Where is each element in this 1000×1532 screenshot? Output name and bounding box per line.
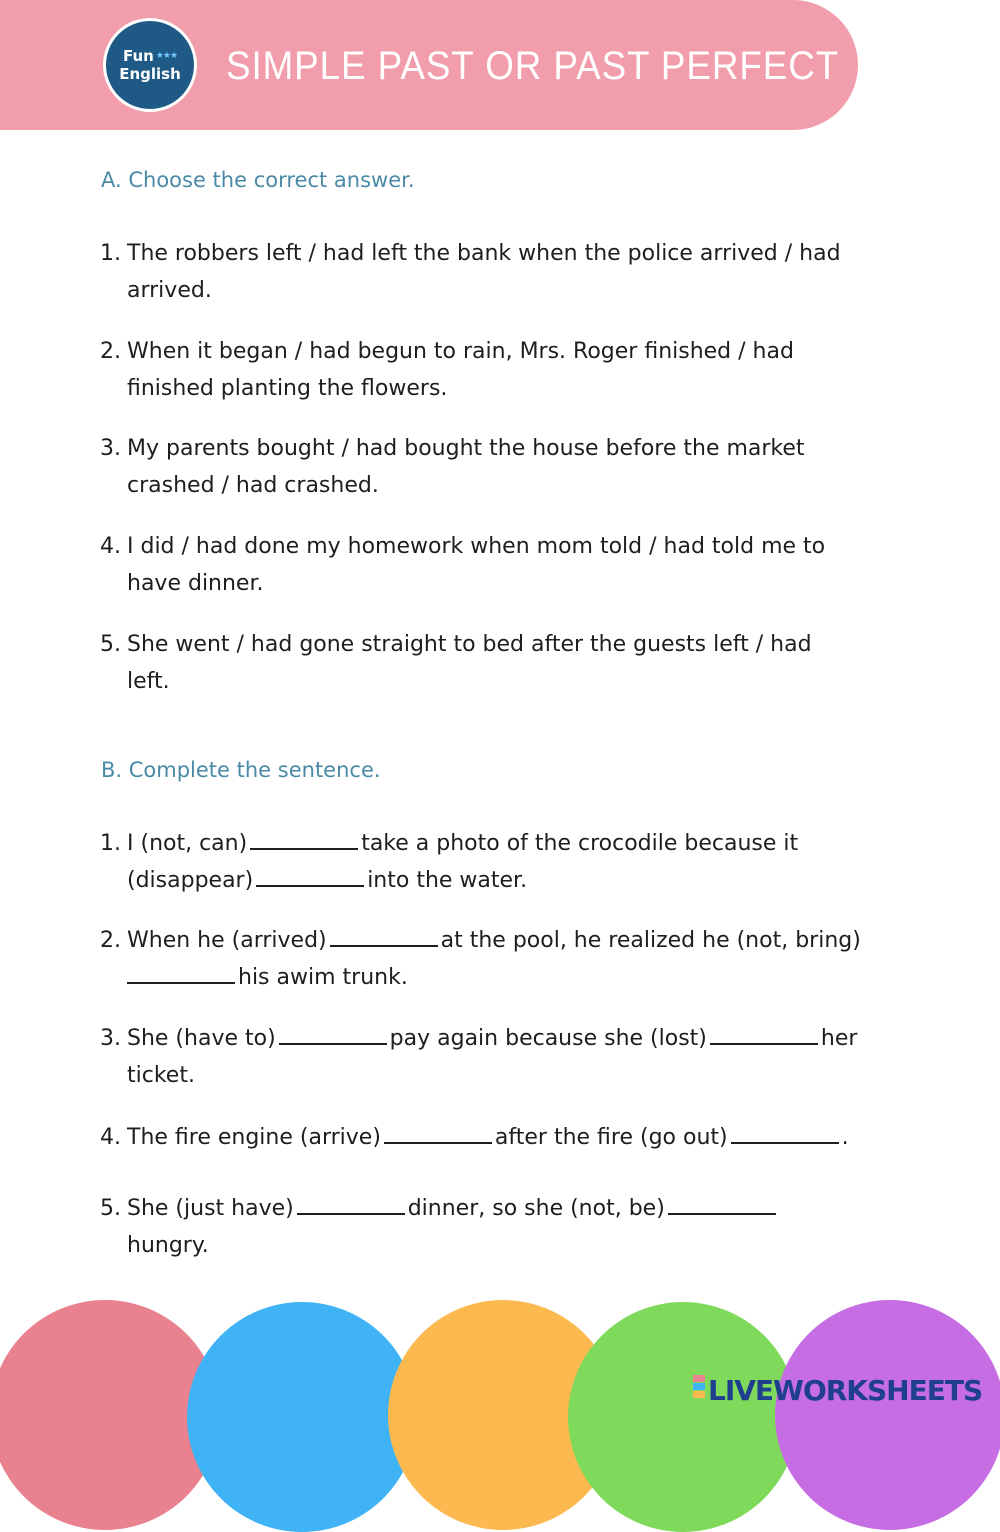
question-text: She (have to) [127,1026,276,1051]
answer-blank[interactable] [250,826,358,850]
question-number: 4. [100,1125,121,1150]
question-text: arrived. [127,278,212,303]
question-text: (disappear) [127,868,254,893]
question-text: . [841,1125,849,1150]
question-text: I did / had done my homework when mom told / had told me to [127,534,826,559]
decor-circle-purple [775,1300,1000,1530]
question-number: 2. [100,339,121,364]
question-text: ticket. [127,1063,195,1088]
question-number: 1. [100,241,121,266]
question-number: 2. [100,928,121,953]
question-text: after the fire (go out) [494,1125,728,1150]
decor-circle-blue [187,1302,417,1532]
question-number: 5. [100,1196,121,1221]
decor-circle-green [568,1302,798,1532]
question-text: I (not, can) [127,831,248,856]
answer-blank[interactable] [731,1120,839,1144]
section-b-question-3 [100,1020,880,1094]
section-b-heading: B. Complete the sentence. [101,758,381,782]
logo-word-fun: Fun [122,47,154,65]
question-number: 5. [100,632,121,657]
question-text: take a photo of the crocodile because it [361,831,799,856]
section-a-question-5[interactable] [100,626,880,700]
section-a-question-2[interactable] [100,333,880,407]
section-a-question-1[interactable] [100,235,880,309]
section-a-question-3[interactable] [100,430,880,504]
liveworksheets-logo-icon [693,1375,705,1406]
question-text: have dinner. [127,571,264,596]
question-text: My parents bought / had bought the house before the market [127,436,805,461]
section-b-question-2 [100,922,880,996]
answer-blank[interactable] [279,1021,387,1045]
brand-wordmark: LIVEWORKSHEETS [708,1373,983,1407]
question-text: crashed / had crashed. [127,473,379,498]
question-text: her [820,1026,858,1051]
logo-stars-icon: ★★★ [155,51,178,61]
section-b-question-4 [100,1119,880,1156]
question-number: 3. [100,1026,121,1051]
section-a-question-4[interactable] [100,528,880,602]
question-text: The robbers left / had left the bank when the police arrived / had [127,241,841,266]
question-text: She went / had gone straight to bed after the guests left / had [127,632,812,657]
question-text: at the pool, he realized he (not, bring) [440,928,861,953]
answer-blank[interactable] [256,863,364,887]
section-b-question-1 [100,825,880,899]
logo-word-english: English [119,65,181,83]
question-text: The fire engine (arrive) [127,1125,381,1150]
question-text: pay again because she (lost) [389,1026,707,1051]
question-text: hungry. [127,1233,209,1258]
question-text: When it began / had begun to rain, Mrs. Roger finished / had [127,339,794,364]
question-text: his awim trunk. [238,965,408,990]
question-text: She (just have) [127,1196,294,1221]
question-number: 1. [100,831,121,856]
question-text: When he (arrived) [127,928,327,953]
answer-blank[interactable] [297,1191,405,1215]
question-number: 3. [100,436,121,461]
answer-blank[interactable] [384,1120,492,1144]
answer-blank[interactable] [330,923,438,947]
page-title: SIMPLE PAST OR PAST PERFECT [226,44,840,88]
answer-blank[interactable] [127,960,235,984]
question-text: finished planting the flowers. [127,376,448,401]
section-b-question-5 [100,1190,880,1264]
question-number: 4. [100,534,121,559]
liveworksheets-brand [693,1372,982,1408]
answer-blank[interactable] [668,1191,776,1215]
question-text: into the water. [367,868,528,893]
fun-english-logo [103,18,197,112]
answer-blank[interactable] [710,1021,818,1045]
question-text: left. [127,669,170,694]
question-text: dinner, so she (not, be) [407,1196,665,1221]
section-a-heading: A. Choose the correct answer. [101,168,415,192]
